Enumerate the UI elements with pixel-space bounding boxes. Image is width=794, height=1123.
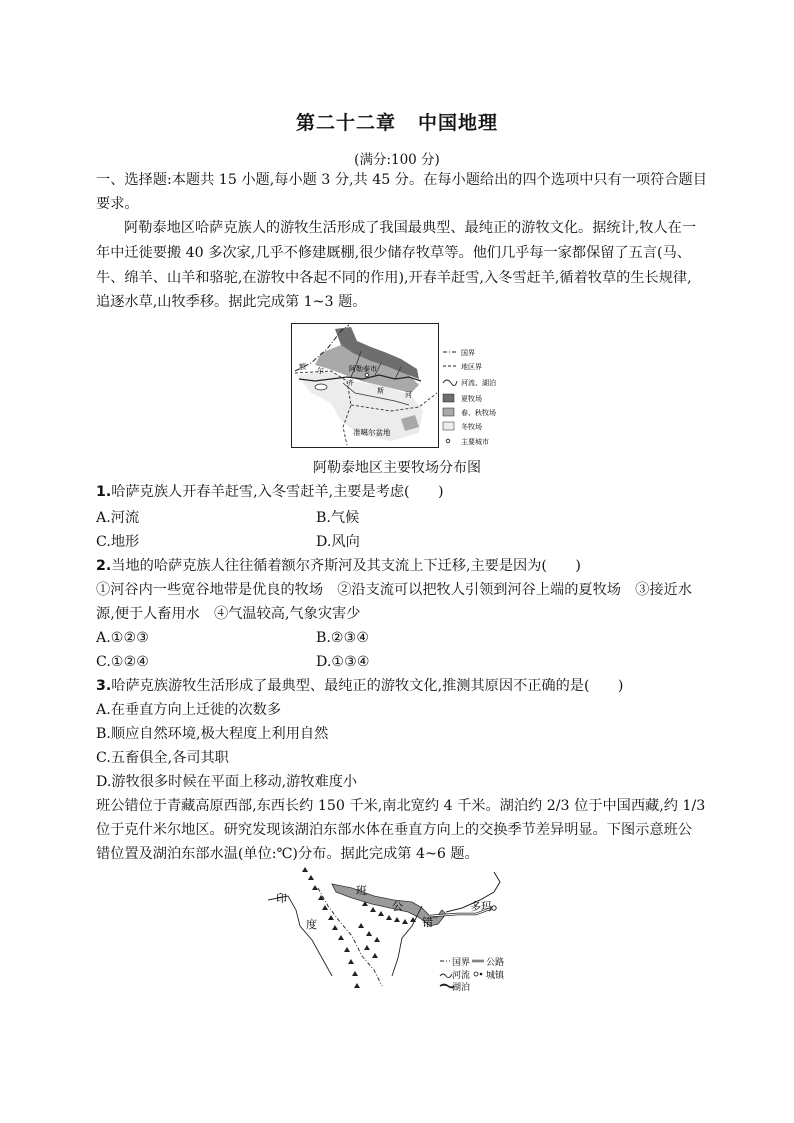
- option-b[interactable]: B.②③④: [316, 630, 370, 646]
- bangong-co-map: [262, 866, 532, 1006]
- legend-label: 湖泊: [452, 983, 471, 993]
- passage1-line: 牛、绵羊、山羊和骆驼,在游牧中各起不同的作用),开春羊赶雪,入冬雪赶羊,循着牧草的生长规律,: [96, 270, 692, 286]
- river-char-label: 河: [405, 391, 412, 399]
- river-char-label: 齐: [347, 379, 354, 387]
- basin-label: 准噶尔盆地: [353, 428, 391, 437]
- question-2-stem: [96, 556, 581, 576]
- question-3-stem: [96, 676, 623, 696]
- option-a[interactable]: A.①②③: [96, 630, 149, 646]
- option-c[interactable]: C.五畜俱全,各司其职: [96, 750, 229, 766]
- question-number: 2.: [96, 558, 112, 574]
- question-2-statements-line1: ①河谷内一些宽谷地带是优良的牧场 ②沿支流可以把牧人引领到河谷上端的夏牧场 ③接近水: [96, 582, 692, 598]
- passage2-line: 班公错位于青藏高原西部,东西长约 150 千米,南北宽约 4 千米。湖泊约 2/3 位于中国西藏,约 1/3: [96, 798, 706, 814]
- section-instruction-line2: 要求。: [96, 196, 139, 212]
- legend-label: 冬牧场: [461, 423, 482, 431]
- map1-legend: [443, 348, 496, 446]
- question-1-stem: [96, 482, 443, 502]
- legend-label: 国界: [461, 349, 475, 357]
- legend-label: 河流、湖泊: [461, 379, 496, 387]
- city-label: 阿勒泰市: [349, 365, 377, 373]
- option-d[interactable]: D.①③④: [316, 654, 370, 670]
- legend-label: 国界: [452, 958, 471, 968]
- question-2-options-row2: [96, 652, 370, 672]
- map2-legend: [440, 956, 505, 993]
- lake-name-char: 班: [356, 884, 367, 897]
- river-char-label: 斯: [377, 387, 384, 395]
- duoma-town-marker: [492, 906, 496, 910]
- map1-caption: 阿勒泰地区主要牧场分布图: [313, 460, 481, 476]
- passage1-line: 追逐水草,山牧季移。据此完成第 1~3 题。: [96, 294, 367, 310]
- lake-shape: [315, 384, 327, 390]
- legend-label: 河流: [452, 971, 471, 981]
- question-2-statements-line2: 源,便于人畜用水 ④气温较高,气象灾害少: [96, 606, 361, 622]
- lake-name-char: 错: [422, 916, 433, 929]
- question-2-options-row1: [96, 628, 370, 648]
- lake-name-char: 公: [392, 900, 403, 913]
- passage1-line: 阿勒泰地区哈萨克族人的游牧生活形成了我国最典型、最纯正的游牧文化。据统计,牧人在一: [124, 220, 697, 236]
- altay-city-marker: [365, 373, 369, 377]
- legend-label: 城镇: [486, 971, 505, 981]
- river-char-label: 额: [299, 363, 306, 371]
- question-1-options-row2: [96, 532, 360, 552]
- altay-pasture-map: [291, 323, 501, 449]
- passage2-line: 位于克什米尔地区。研究发现该湖泊东部水体在垂直方向上的交换季节差异明显。下图示意班公: [96, 822, 692, 838]
- chapter-title: [0, 108, 794, 135]
- full-score: (满分:100 分): [354, 152, 440, 168]
- question-text: 当地的哈萨克族人往往循着额尔齐斯河及其支流上下迁移,主要是因为( ): [111, 558, 581, 574]
- chapter-number: 第二十二章: [295, 112, 396, 134]
- option-d[interactable]: D.游牧很多时候在平面上移动,游牧难度小: [96, 774, 358, 790]
- passage1-line: 年中迁徙要搬 40 多次家,几乎不修建厩棚,很少储存牧草等。他们几乎每一家都保留了五言(马、: [96, 245, 691, 261]
- legend-label: 地区界: [461, 363, 482, 371]
- question-text: 哈萨克族游牧生活形成了最典型、最纯正的游牧文化,推测其原因不正确的是( ): [111, 678, 624, 694]
- legend-label: 公路: [486, 958, 505, 968]
- option-d[interactable]: D.风向: [316, 534, 360, 550]
- passage2-line: 错位置及湖泊东部水温(单位:℃)分布。据此完成第 4~6 题。: [96, 846, 479, 862]
- question-number: 3.: [96, 678, 112, 694]
- river-line: [268, 896, 332, 976]
- chapter-name: 中国地理: [418, 112, 499, 134]
- legend-label: 夏牧场: [461, 395, 482, 403]
- question-text: 哈萨克族人开春羊赶雪,入冬雪赶羊,主要是考虑( ): [111, 484, 444, 500]
- town-label: 多玛: [470, 900, 492, 913]
- option-a[interactable]: A.河流: [96, 510, 140, 526]
- option-c[interactable]: C.①②④: [96, 654, 150, 670]
- question-1-options-row1: [96, 508, 360, 528]
- option-a[interactable]: A.在垂直方向上迁徙的次数多: [96, 702, 282, 718]
- legend-label: 春、秋牧场: [461, 409, 496, 417]
- option-c[interactable]: C.地形: [96, 534, 140, 550]
- country-name-char: 印: [276, 892, 287, 905]
- option-b[interactable]: B.顺应自然环境,极大程度上利用自然: [96, 726, 329, 742]
- country-name-char: 度: [306, 918, 317, 931]
- option-b[interactable]: B.气候: [316, 510, 360, 526]
- section-instruction-line1: 一、选择题:本题共 15 小题,每小题 3 分,共 45 分。在每小题给出的四个选项中只有一项符合题目: [96, 172, 707, 188]
- question-number: 1.: [96, 484, 112, 500]
- river-char-label: 尔: [317, 367, 324, 375]
- legend-label: 主要城市: [461, 438, 489, 446]
